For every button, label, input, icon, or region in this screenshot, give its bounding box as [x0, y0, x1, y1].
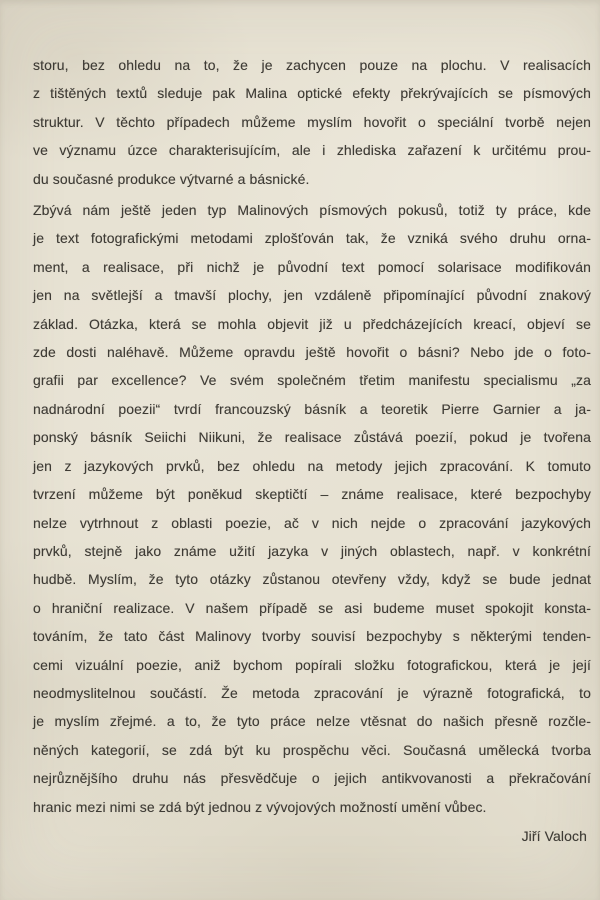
text-line: prvků, stejně jako známe užití jazyka v jiných oblastech, např. v konkrétní — [33, 542, 591, 559]
text-line: ponský básník Seiichi Niikuni, že realisace zůstává poezií, pokud je tvořena — [33, 429, 591, 446]
text-line: tvrzení můžeme být poněkud skeptičtí – známe realisace, které bezpochyby — [33, 486, 591, 503]
text-line: hudbě. Myslím, že tyto otázky zůstanou otevřeny vždy, když se bude jednat — [33, 571, 591, 588]
text-line: hranic mezi nimi se zdá být jednou z vývojových možností umění vůbec. — [33, 798, 487, 815]
essay-text-block — [33, 51, 591, 850]
essay-paragraphs — [33, 51, 591, 821]
text-line: neodmyslitelnou součástí. Že metoda zpracování je výrazně fotografická, to — [33, 684, 591, 701]
text-line: je myslím zřejmé. a to, že tyto práce nelze vtěsnat do našich přesně rozčle- — [33, 713, 591, 730]
text-line: jen na světlejší a tmavší plochy, jen vzdáleně připomínající původní znakový — [33, 287, 591, 304]
text-line: základ. Otázka, která se mohla objevit již u předcházejících kreací, objeví se — [33, 315, 591, 332]
text-line: z tištěných textů sleduje pak Malina optické efekty překrývajících se písmových — [33, 85, 591, 102]
author-signature: Jiří Valoch — [521, 827, 587, 844]
text-line: Zbývá nám ještě jeden typ Malinových písmových pokusů, totiž ty práce, kde — [33, 202, 591, 219]
text-line: ment, a realisace, při nichž je původní text pomocí solarisace modifikován — [33, 258, 591, 275]
text-line: nelze vytrhnout z oblasti poezie, ač v nich nejde o zpracování jazykových — [33, 514, 591, 531]
text-line: grafii par excellence? Ve svém společném třetim manifestu specialismu „za — [33, 372, 591, 389]
text-line: nejrůznějšího druhu nás přesvědčuje o jejich antikvovanosti a překračování — [33, 770, 591, 787]
text-line: nadnárodní poezii“ tvrdí francouzský básník a teoretik Pierre Garnier a ja- — [33, 400, 591, 417]
text-line: o hraniční realizace. V našem případě se asi budeme muset spokojit konsta- — [33, 599, 591, 616]
text-line: ve významu úzce charakterisujícím, ale i zhlediska zařazení k určitému prou- — [33, 142, 591, 159]
text-line: cemi vizuální poezie, aniž bychom popírali složku fotografickou, která je její — [33, 656, 591, 673]
text-line: továním, že tato část Malinovy tvorby souvisí bezpochyby s některými tenden- — [33, 628, 591, 645]
paragraph — [33, 51, 591, 193]
text-line: jen z jazykových prvků, bez ohledu na metody jejich zpracování. K tomuto — [33, 457, 591, 474]
text-line: něných kategorií, se zdá být ku prospěchu věci. Současná umělecká tvorba — [33, 741, 591, 758]
text-line: du současné produkce výtvarné a básnické. — [33, 170, 310, 187]
text-line: je text fotografickými metodami zplošťován tak, že vzniká svého druhu orna- — [33, 230, 591, 247]
text-line: zde dosti naléhavě. Můžeme opravdu ještě hovořit o básni? Nebo jde o foto- — [33, 344, 591, 361]
text-line: storu, bez ohledu na to, že je zachycen pouze na plochu. V realisacích — [33, 57, 591, 73]
paragraph — [33, 196, 591, 821]
text-line: struktur. V těchto případech můžeme myslím hovořit o speciální tvorbě nejen — [33, 113, 591, 130]
